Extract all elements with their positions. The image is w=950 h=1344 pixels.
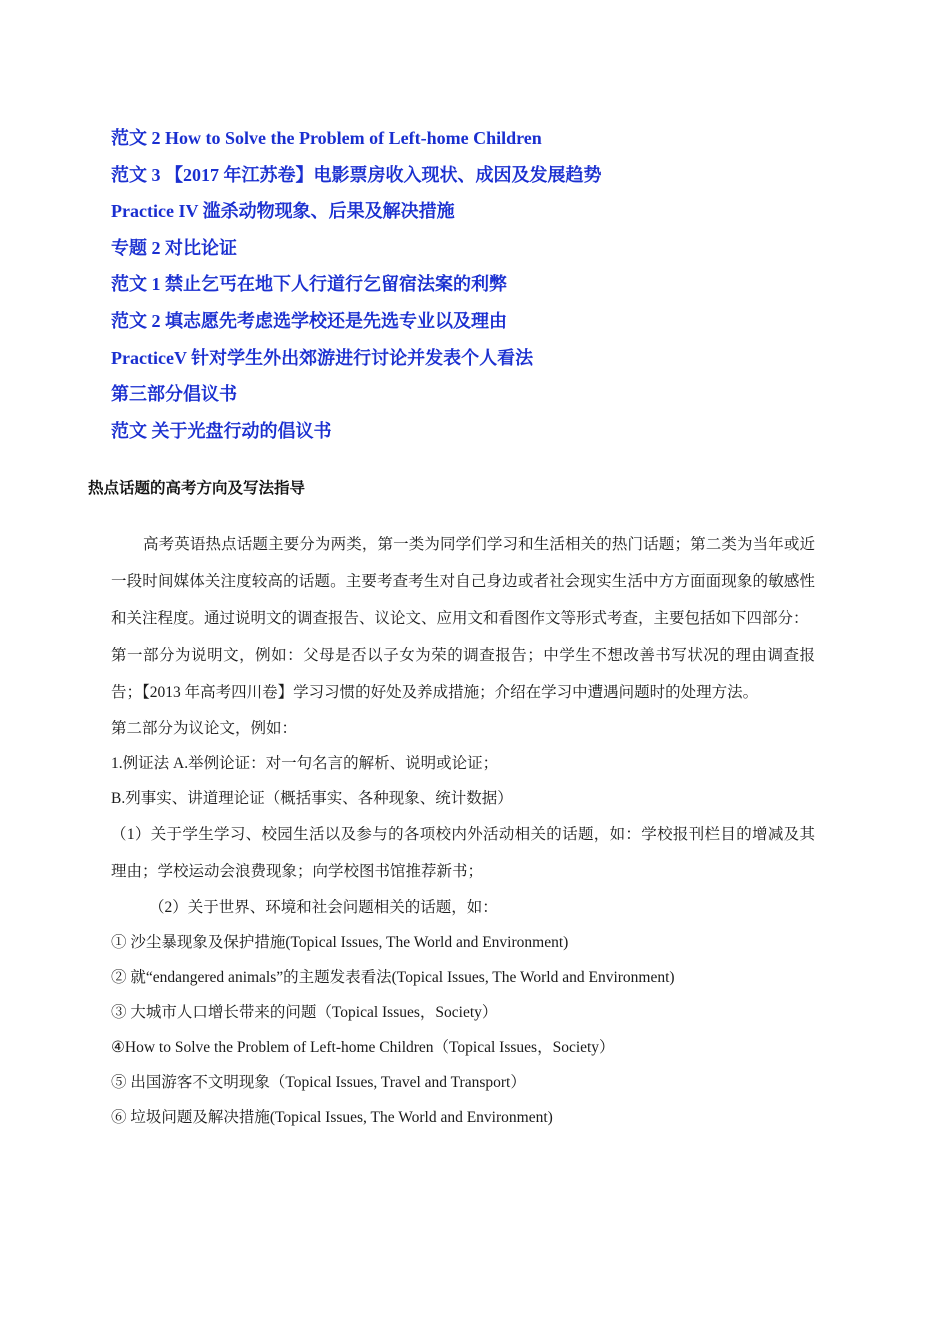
method-a: 1.例证法 A.举例论证：对一句名言的解析、说明或论证； [111,755,499,772]
toc-item-model-2-school-major[interactable]: 范文 2 填志愿先考虑选学校还是先选专业以及理由 [111,310,507,331]
toc-item-model-3-box-office[interactable]: 范文 3 【2017 年江苏卷】电影票房收入现状、成因及发展趋势 [111,164,602,185]
toc-item-practice-5[interactable]: PracticeV 针对学生外出郊游进行讨论并发表个人看法 [111,347,534,368]
document-body [111,526,815,1135]
toc-item-part-3-proposal[interactable]: 第三部分倡议书 [111,384,237,405]
section-title: 热点话题的高考方向及写法指导 [88,480,306,497]
toc-item-topic-2-contrast[interactable]: 专题 2 对比论证 [111,237,237,258]
example-item: ⑤ 出国游客不文明现象（Topical Issues, Travel and Transport） [111,1074,526,1091]
method-b: B.列事实、讲道理论证（概括事实、各种现象、统计数据） [111,790,513,807]
toc-item-model-2-left-home[interactable]: 范文 2 How to Solve the Problem of Left-home Children [111,128,542,148]
intro-paragraph: 高考英语热点话题主要分为两类，第一类为同学们学习和生活相关的热门话题；第二类为当年或近一段时间媒体关注度较高的话题。主要考查考生对自己身边或者社会现实生活中方方面面现象的敏感性和关注程度。通过说明文的调查报告、议论文、应用文和看图作文等形式考查，主要包括如下四部分： [111,536,815,627]
part2-intro: 第二部分为议论文，例如： [111,720,298,737]
toc-item-model-clean-plate[interactable]: 范文 关于光盘行动的倡议书 [111,420,332,441]
example-item: ② 就“endangered animals”的主题发表看法(Topical Issues, The World and Environment) [111,969,675,986]
example-item: ③ 大城市人口增长带来的问题（Topical Issues，Society） [111,1004,498,1021]
part1-paragraph: 第一部分为说明文，例如：父母是否以子女为荣的调查报告；中学生不想改善书写状况的理由调查报告；【2013 年高考四川卷】学习习惯的好处及养成措施；介绍在学习中遭遇问题时的处理方法。 [111,647,815,701]
table-of-contents [111,122,871,451]
toc-item-practice-4[interactable]: Practice IV 滥杀动物现象、后果及解决措施 [111,201,455,222]
example-item: ① 沙尘暴现象及保护措施(Topical Issues, The World and Environment) [111,934,569,951]
example-item: ⑥ 垃圾问题及解决措施(Topical Issues, The World and Environment) [111,1109,553,1126]
example-item: ④How to Solve the Problem of Left-home Children（Topical Issues，Society） [111,1039,615,1056]
topic1-paragraph: （1）关于学生学习、校园生活以及参与的各项校内外活动相关的话题，如：学校报刊栏目的增减及其理由；学校运动会浪费现象；向学校图书馆推荐新书； [111,826,815,880]
toc-item-model-1-beggars[interactable]: 范文 1 禁止乞丐在地下人行道行乞留宿法案的利弊 [111,274,507,295]
topic2-intro: （2）关于世界、环境和社会问题相关的话题，如： [149,899,498,916]
